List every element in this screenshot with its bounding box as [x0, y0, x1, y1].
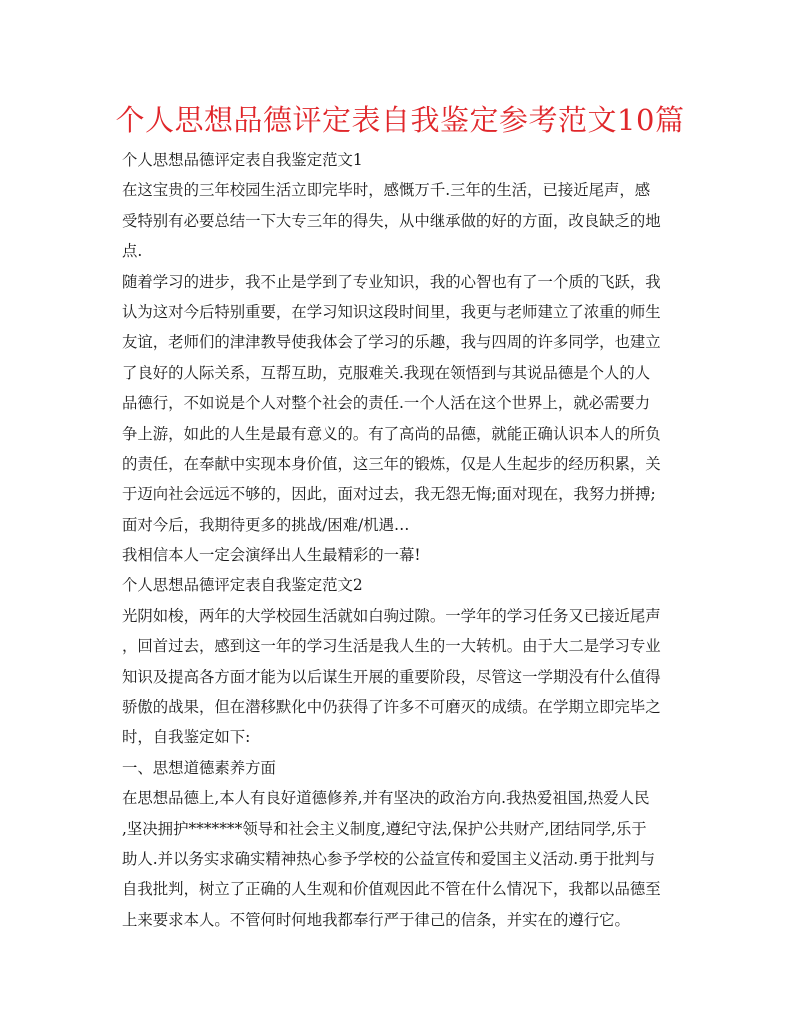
text-line: 个人思想品德评定表自我鉴定范文2: [122, 576, 363, 595]
text-line: 我相信本人一定会演绎出人生最精彩的一幕!: [122, 546, 421, 565]
text-line: 争上游，如此的人生是最有意义的。有了高尚的品德，就能正确认识本人的所负: [122, 424, 661, 443]
text-line: 骄傲的战果，但在潜移默化中仍获得了许多不可磨灭的成绩。在学期立即完毕之: [122, 698, 661, 717]
text-line: 一、思想道德素养方面: [122, 758, 276, 777]
text-line: ,坚决拥护*******领导和社会主义制度,遵纪守法,保护公共财产,团结同学,乐于: [122, 819, 647, 838]
text-line: 在思想品德上,本人有良好道德修养,并有坚决的政治方向.我热爱祖国,热爱人民: [122, 789, 650, 808]
text-line: 于迈向社会远远不够的，因此，面对过去，我无怨无悔;面对现在，我努力拼搏;: [122, 485, 656, 504]
text-line: 知识及提高各方面才能为以后谋生开展的重要阶段，尽管这一学期没有什么值得: [122, 667, 661, 686]
text-line: 友谊，老师们的津津教导使我体会了学习的乐趣，我与四周的许多同学，也建立: [122, 333, 661, 352]
text-line: 上来要求本人。不管何时何地我都奉行严于律己的信条，并实在的遵行它。: [122, 910, 630, 929]
text-line: 受特别有必要总结一下大专三年的得失，从中继承做的好的方面，改良缺乏的地: [122, 211, 661, 230]
text-line: 个人思想品德评定表自我鉴定范文1: [122, 151, 363, 169]
text-line: ，回首过去，感到这一年的学习生活是我人生的一大转机。由于大二是学习专业: [122, 637, 661, 656]
document-body: [122, 145, 682, 935]
document-title: 个人思想品德评定表自我鉴定参考范文10篇: [115, 103, 685, 137]
text-line: 的责任，在奉献中实现本身价值，这三年的锻炼，仅是人生起步的经历积累，关: [122, 454, 661, 473]
text-line: 认为这对今后特别重要，在学习知识这段时间里，我更与老师建立了浓重的师生: [122, 302, 661, 321]
text-line: 了良好的人际关系，互帮互助，克服难关.我现在领悟到与其说品德是个人的人: [122, 363, 651, 382]
text-line: 点.: [122, 242, 143, 261]
text-line: 光阴如梭，两年的大学校园生活就如白驹过隙。一学年的学习任务又已接近尾声: [122, 606, 661, 625]
text-line: 在这宝贵的三年校园生活立即完毕时，感慨万千.三年的生活，已接近尾声，感: [122, 181, 651, 200]
text-line: 助人.并以务实求确实精神热心参予学校的公益宣传和爱国主义活动.勇于批判与: [122, 849, 656, 868]
text-line: 自我批判，树立了正确的人生观和价值观因此不管在什么情况下，我都以品德至: [122, 880, 661, 899]
text-line: 时，自我鉴定如下:: [122, 728, 251, 747]
text-line: 面对今后，我期待更多的挑战/困难/机遇…: [122, 515, 410, 534]
text-line: 随着学习的进步，我不止是学到了专业知识，我的心智也有了一个质的飞跃，我: [122, 272, 661, 291]
text-line: 品德行，不如说是个人对整个社会的责任.一个人活在这个世界上，就必需要力: [122, 394, 651, 413]
